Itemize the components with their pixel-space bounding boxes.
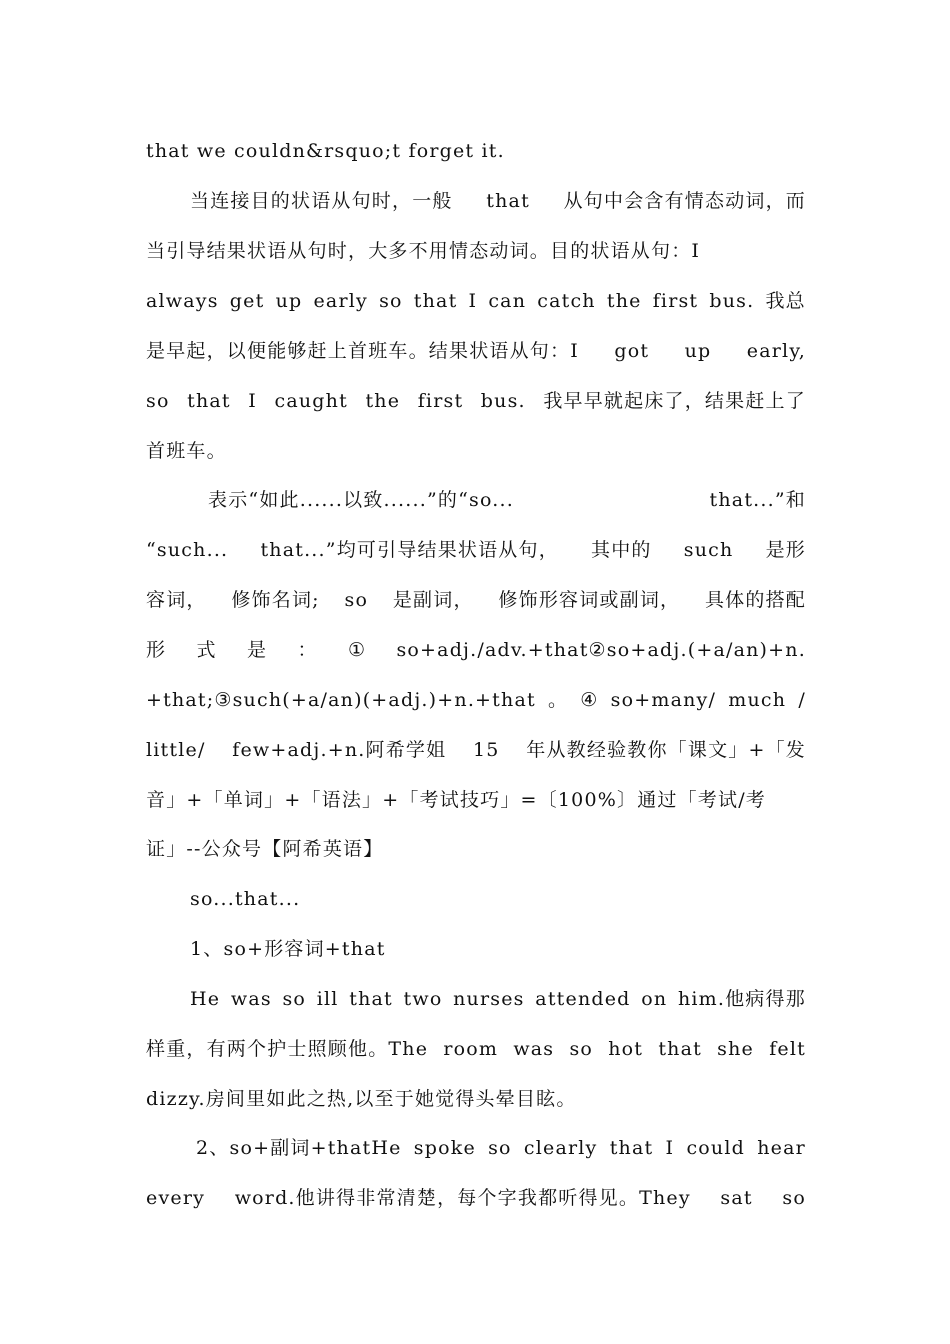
text-line: “such... that...”均可引导结果状语从句， 其中的 such 是形	[146, 539, 806, 561]
text-line: 当连接目的状语从句时，一般 that 从句中会含有情态动词，而	[190, 190, 806, 212]
text-line: 表示“如此......以致......”的“so... that...”和	[208, 489, 806, 511]
text-line: so...that...	[190, 888, 301, 910]
text-line: 首班车。	[146, 440, 227, 462]
text-line: dizzy.房间里如此之热,以至于她觉得头晕目眩。	[146, 1088, 577, 1110]
text-line: 证」--公众号【阿希英语】	[146, 838, 384, 860]
text-line: every word.他讲得非常清楚，每个字我都听得见。They sat so	[146, 1187, 806, 1209]
text-line: 当引导结果状语从句时，大多不用情态动词。目的状语从句：I	[146, 240, 701, 262]
text-line: He was so ill that two nurses attended on him.他病得那	[190, 988, 806, 1010]
text-line: 是早起，以便能够赶上首班车。结果状语从句：I got up early,	[146, 340, 806, 362]
text-line: little/ few+adj.+n.阿希学姐 15 年从教经验教你「课文」+「发	[146, 739, 806, 761]
text-line: 2、so+副词+thatHe spoke so clearly that I could hear	[196, 1137, 806, 1159]
text-line: 音」+「单词」+「语法」+「考试技巧」=〔100%〕通过「考试/考	[146, 789, 767, 811]
text-line: 1、so+形容词+that	[190, 938, 386, 960]
text-line: always get up early so that I can catch the first bus. 我总	[146, 290, 806, 312]
text-line: 样重，有两个护士照顾他。The room was so hot that she felt	[146, 1038, 806, 1060]
text-line: +that;③such(+a/an)(+adj.)+n.+that 。 ④ so+many/ much /	[146, 689, 806, 711]
text-line: so that I caught the first bus. 我早早就起床了，结果赶上了	[146, 390, 806, 412]
text-line: 形 式 是 ： ① so+adj./adv.+that②so+adj.(+a/an)+n.	[146, 639, 806, 661]
text-line: 容词， 修饰名词; so 是副词， 修饰形容词或副词， 具体的搭配	[146, 589, 806, 611]
text-line: that we couldn&rsquo;t forget it.	[146, 140, 505, 162]
